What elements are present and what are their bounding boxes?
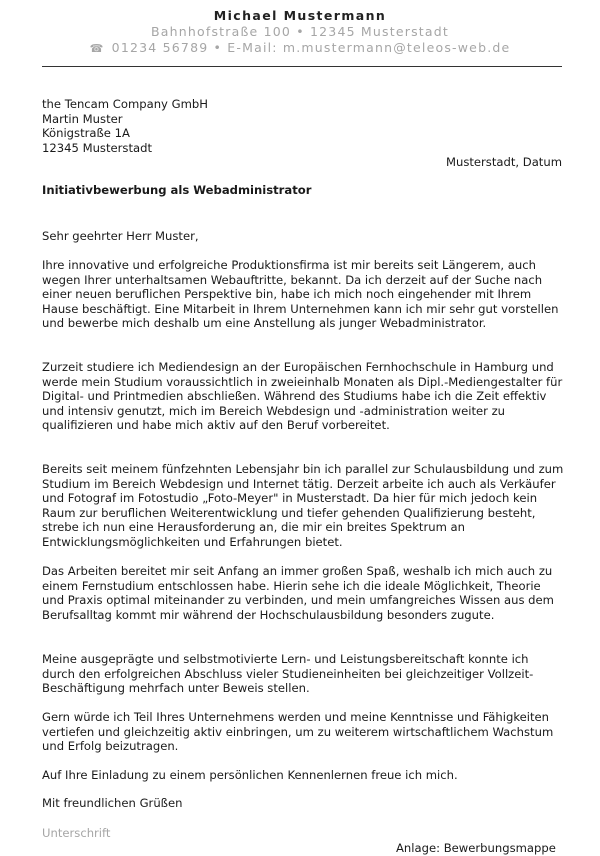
recipient-street: Königstraße 1A bbox=[42, 126, 130, 141]
header-divider bbox=[42, 66, 562, 67]
paragraph-7: Auf Ihre Einladung zu einem persönlichen Kennenlernen freue ich mich. bbox=[42, 768, 458, 782]
subject-line: Initiativbewerbung als Webadministrator bbox=[42, 183, 312, 197]
paragraph-3: Bereits seit meinem fünfzehnten Lebensjahr bin ich parallel zur Schulausbildung und zum Studium im Bereich Webdesign und Internet tätig. Derzeit arbeite ich auch als Verkäufer und Fotograf im Fotostudio „Foto-Meyer" in Musterstadt. Da hier für mich jedoch kein Raum zur beruflichen Weiterentwicklung und tiefer gehenden Qualifizierung besteht, strebe ich nun eine Herausforderung an, die mir ein breites Spektrum an Entwicklungsmöglichkeiten und Erfahrungen bietet. bbox=[42, 462, 564, 549]
signature-placeholder: Unterschrift bbox=[42, 826, 111, 840]
paragraph-2: Zurzeit studiere ich Mediendesign an der Europäischen Fernhochschule in Hamburg und werde mein Studium voraussichtlich in zweieinhalb Monaten als Dipl.-Mediengestalter für Digital- und Printmedien abschließen. Während des Studiums habe ich die Zeit effektiv und intensiv genutzt, mich im Bereich Webdesign und -administration weiter zu qualifizieren und habe mich aktiv auf den Beruf vorbereitet. bbox=[42, 360, 563, 433]
paragraph-4: Das Arbeiten bereitet mir seit Anfang an immer großen Spaß, weshalb ich mich auch zu einem Fernstudium entschlossen habe. Hierin sehe ich die ideale Möglichkeit, Theorie und Praxis optimal miteinander zu verbinden, und mein umfangreiches Wissen aus dem Berufsalltag kommt mir während der Hochschulausbildung besonders zugute. bbox=[42, 564, 554, 622]
closing: Mit freundlichen Grüßen bbox=[42, 796, 183, 810]
sender-address: Bahnhofstraße 100 • 12345 Musterstadt bbox=[151, 24, 449, 39]
place-date: Musterstadt, Datum bbox=[445, 155, 562, 169]
sender-name: Michael Mustermann bbox=[213, 8, 387, 23]
recipient-company: the Tencam Company GmbH bbox=[42, 97, 208, 111]
recipient-address bbox=[42, 97, 342, 155]
recipient-person: Martin Muster bbox=[42, 111, 123, 126]
letterhead bbox=[0, 8, 600, 57]
paragraph-1: Ihre innovative und erfolgreiche Produktionsfirma ist mir bereits seit Längerem, auch wegen Ihrer unterhaltsamen Webauftritte, bekannt. Da ich derzeit auf der Suche nach einer neuen beruflichen Perspektive bin, habe ich mich noch eingehender mit Ihrem Hause beschäftigt. Eine Mitarbeit in Ihrem Unternehmen kann ich mir sehr gut vorstellen und bewerbe mich deshalb um eine Anstellung als junger Webadministrator. bbox=[42, 258, 559, 331]
salutation: Sehr geehrter Herr Muster, bbox=[42, 229, 199, 243]
enclosure-note: Anlage: Bewerbungsmappe bbox=[396, 841, 556, 855]
sender-contact-line bbox=[0, 40, 600, 57]
telephone-icon: ☎ bbox=[89, 42, 105, 55]
sender-contact: 01234 56789 • E-Mail: m.mustermann@teleos-web.de bbox=[111, 40, 511, 55]
recipient-city: 12345 Musterstadt bbox=[42, 140, 152, 155]
paragraph-5: Meine ausgeprägte und selbstmotivierte Lern- und Leistungsbereitschaft konnte ich durch den erfolgreichen Abschluss vieler Studieneinheiten bei gleichzeitiger Vollzeit-Beschäftigung mehrfach unter Beweis stellen. bbox=[42, 652, 534, 696]
paragraph-6: Gern würde ich Teil Ihres Unternehmens werden und meine Kenntnisse und Fähigkeiten vertiefen und gleichzeitig aktiv einbringen, um zu weiterem wirtschaftlichem Wachstum und Erfolg beizutragen. bbox=[42, 710, 554, 754]
